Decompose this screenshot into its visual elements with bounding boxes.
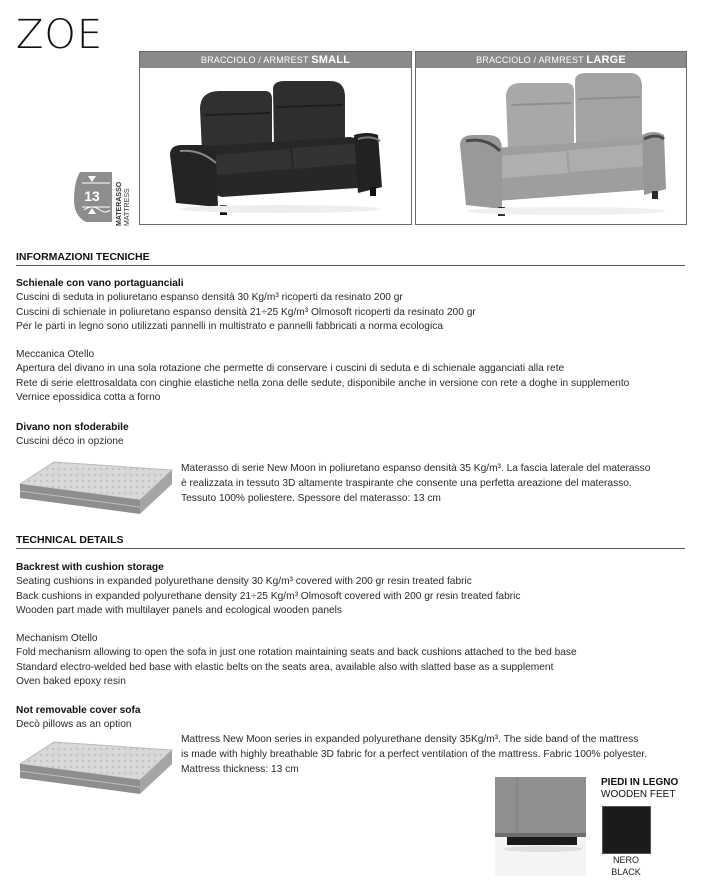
mattress-icon <box>72 170 116 224</box>
en-line: Fold mechanism allowing to open the sofa in just one rotation maintaining seats and back cushions attached to the bed base <box>16 647 577 659</box>
en-mattress-line: Mattress New Moon series in expanded polyurethane density 35Kg/m³. The side band of the mattress <box>181 734 639 745</box>
it-block-3 <box>16 421 706 450</box>
it-line: Per le parti in legno sono utilizzati pannelli in multistrato e pannelli fabbricati a norma ecologica <box>16 321 443 333</box>
it-line: Apertura del divano in una sola rotazione che permette di conservare i cuscini di seduta e di schienale agganciati alla rete <box>16 363 565 375</box>
en-block-2 <box>16 632 706 690</box>
section-title-en: TECHNICAL DETAILS <box>16 534 124 546</box>
it-heading-backrest: Schienale con vano portaguanciali <box>16 278 184 289</box>
page-title: ZOE <box>16 12 104 58</box>
en-line: Standard electro-welded bed base with elastic belts on the seats area, available also with slatted base as a supplement <box>16 661 554 673</box>
en-mattress-description <box>181 732 691 777</box>
mattress-image-it <box>14 454 174 522</box>
card-header: BRACCIOLO / ARMREST LARGE <box>416 52 686 68</box>
it-mattress-line: Tessuto 100% poliestere. Spessore del materasso: 13 cm <box>181 493 441 504</box>
swatch-label-it: NERO <box>612 855 639 865</box>
en-block-1 <box>16 561 706 619</box>
wooden-feet-info <box>601 777 693 879</box>
feet-title: PIEDI IN LEGNO <box>601 777 679 788</box>
it-line: Meccanica Otello <box>16 349 95 360</box>
mattress-thickness-badge <box>72 170 136 224</box>
it-heading-cover: Divano non sfoderabile <box>16 422 129 433</box>
en-block-3 <box>16 704 706 733</box>
feet-subtitle: WOODEN FEET <box>601 789 676 800</box>
card-header: BRACCIOLO / ARMREST SMALL <box>140 52 411 68</box>
black-finish-swatch[interactable] <box>602 806 651 854</box>
mattress-image-en <box>14 734 174 802</box>
en-line: Oven baked epoxy resin <box>16 676 126 688</box>
it-line: Vernice epossidica cotta a forno <box>16 392 161 404</box>
en-line: Back cushions in expanded polyurethane density 21÷25 Kg/m³ Olmosoft covered with 200 gr resin treated fabric <box>16 590 521 602</box>
en-line: Mechanism Otello <box>16 633 98 644</box>
it-line: Cuscini di schienale in poliuretano espanso densità 21÷25 Kg/m³ Olmosoft ricoperti da resinato 200 gr <box>16 306 476 318</box>
it-line: Cuscini di seduta in poliuretano espanso densità 30 Kg/m³ ricoperti da resinato 200 gr <box>16 292 403 304</box>
en-mattress-line: is made with highly breathable 3D fabric for a perfect ventilation of the mattress. Fabric 100% polyester. <box>181 749 648 760</box>
en-heading-cover: Not removable cover sofa <box>16 705 141 716</box>
mattress-thickness-number: 13 <box>84 188 100 204</box>
it-line: Cuscini déco in opzione <box>16 436 124 448</box>
sofa-image-dark <box>140 69 411 224</box>
product-card-small <box>139 51 412 225</box>
sofa-image-light <box>416 69 686 224</box>
section-divider <box>16 548 685 549</box>
en-mattress-line: Mattress thickness: 13 cm <box>181 764 299 775</box>
it-mattress-description <box>181 461 691 506</box>
it-block-2 <box>16 348 706 406</box>
it-mattress-line: è realizzata in tessuto 3D altamente traspirante che consente una perfetta areazione del materasso. <box>181 478 632 489</box>
en-line: Wooden part made with multilayer panels and ecological wooden panels <box>16 605 343 617</box>
it-block-1 <box>16 277 706 335</box>
en-line: Seating cushions in expanded polyurethane density 30 Kg/m³ covered with 200 gr resin treated fabric <box>16 576 472 588</box>
en-line: Decò pillows as an option <box>16 719 132 731</box>
en-heading-backrest: Backrest with cushion storage <box>16 562 164 573</box>
badge-label-en: MATTRESS <box>124 188 131 226</box>
product-card-large <box>415 51 687 225</box>
it-line: Rete di serie elettrosaldata con cinghie elastiche nella zona delle sedute, disponibile anche in versione con rete a doghe in supplemento <box>16 377 630 389</box>
badge-label-it: MATERASSO <box>116 181 123 226</box>
it-mattress-line: Materasso di serie New Moon in poliuretano espanso densità 35 Kg/m³. La fascia laterale del materasso <box>181 463 651 474</box>
swatch-label-en: BLACK <box>611 867 641 877</box>
section-divider <box>16 265 685 266</box>
wooden-feet-image <box>495 777 586 876</box>
section-title-it: INFORMAZIONI TECNICHE <box>16 251 150 263</box>
